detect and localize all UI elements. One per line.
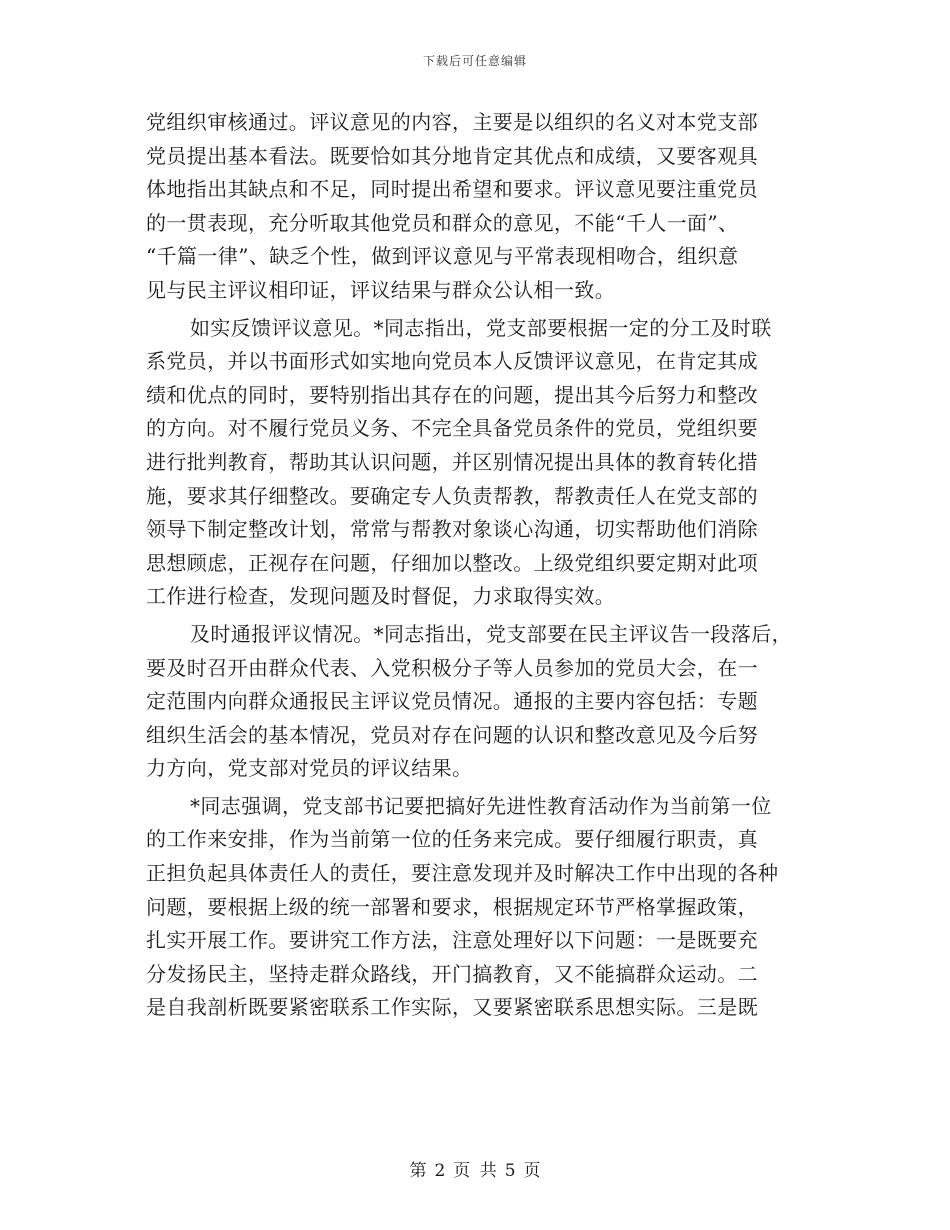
footer-prefix: 第	[409, 1161, 427, 1181]
text-line: 如实反馈评议意见。*同志指出，党支部要根据一定的分工及时联	[190, 315, 772, 340]
text-line: 的一贯表现，充分听取其他党员和群众的意见，不能“千人一面”、	[146, 210, 739, 235]
text-line: 系党员，并以书面形式如实地向党员本人反馈评议意见，在肯定其成	[146, 349, 758, 374]
text-line: 见与民主评议相印证，评议结果与群众公认相一致。	[146, 277, 616, 302]
footer-middle: 页 共	[453, 1161, 497, 1181]
text-line: *同志强调，党支部书记要把搞好先进性教育活动作为当前第一位	[190, 793, 772, 818]
text-line: 组织生活会的基本情况，党员对存在问题的认识和整改意见及今后努	[146, 722, 758, 747]
text-line: 正担负起具体责任人的责任，要注意发现并及时解决工作中出现的各种	[146, 861, 779, 886]
paragraph	[146, 790, 822, 1025]
text-line: 施，要求其仔细整改。要确定专人负责帮教，帮教责任人在党支部的	[146, 483, 758, 508]
text-line: 党组织审核通过。评议意见的内容，主要是以组织的名义对本党支部	[146, 110, 758, 134]
text-line: 绩和优点的同时，要特别指出其存在的问题，提出其今后努力和整改	[146, 382, 758, 407]
text-line: 问题，要根据上级的统一部署和要求，根据规定环节严格掌握政策，	[146, 894, 758, 919]
text-line: 是自我剖析既要紧密联系工作实际，又要紧密联系思想实际。三是既	[146, 995, 758, 1020]
paragraph	[146, 106, 822, 308]
page-header: 下载后可任意编辑	[422, 54, 527, 68]
text-line: 工作进行检查，发现问题及时督促，力求取得实效。	[146, 584, 616, 609]
current-page-number: 2	[434, 1161, 446, 1181]
text-line: 力方向，党支部对党员的评议结果。	[146, 756, 473, 781]
text-line: 定范围内向群众通报民主评议党员情况。通报的主要内容包括：专题	[146, 689, 758, 714]
text-line: 扎实开展工作。要讲究工作方法，注意处理好以下问题：一是既要充	[146, 928, 758, 953]
paragraph	[146, 312, 822, 614]
text-line: 党员提出基本看法。既要恰如其分地肯定其优点和成绩，又要客观具	[146, 143, 758, 168]
text-line: 思想顾虑，正视存在问题，仔细加以整改。上级党组织要定期对此项	[146, 550, 758, 575]
text-line: 领导下制定整改计划，常常与帮教对象谈心沟通，切实帮助他们消除	[146, 517, 758, 542]
text-line: 的工作来安排，作为当前第一位的任务来完成。要仔细履行职责，真	[146, 827, 758, 852]
paragraph	[146, 618, 822, 786]
page-footer	[0, 1156, 950, 1181]
text-line: 分发扬民主，坚持走群众路线，开门搞教育，又不能搞群众运动。二	[146, 961, 758, 986]
text-line: 要及时召开由群众代表、入党积极分子等人员参加的党员大会，在一	[146, 655, 758, 680]
text-line: 的方向。对不履行党员义务、不完全具备党员条件的党员，党组织要	[146, 416, 758, 441]
footer-suffix: 页	[523, 1161, 541, 1181]
text-line: 及时通报评议情况。*同志指出，党支部要在民主评议告一段落后，	[190, 621, 792, 646]
text-line: “千篇一律”、缺乏个性，做到评议意见与平常表现相吻合，组织意	[146, 244, 739, 269]
total-page-number: 5	[504, 1161, 516, 1181]
text-line: 体地指出其缺点和不足，同时提出希望和要求。评议意见要注重党员	[146, 177, 758, 202]
text-line: 进行批判教育，帮助其认识问题，并区别情况提出具体的教育转化措	[146, 449, 758, 474]
document-body	[146, 106, 822, 1025]
